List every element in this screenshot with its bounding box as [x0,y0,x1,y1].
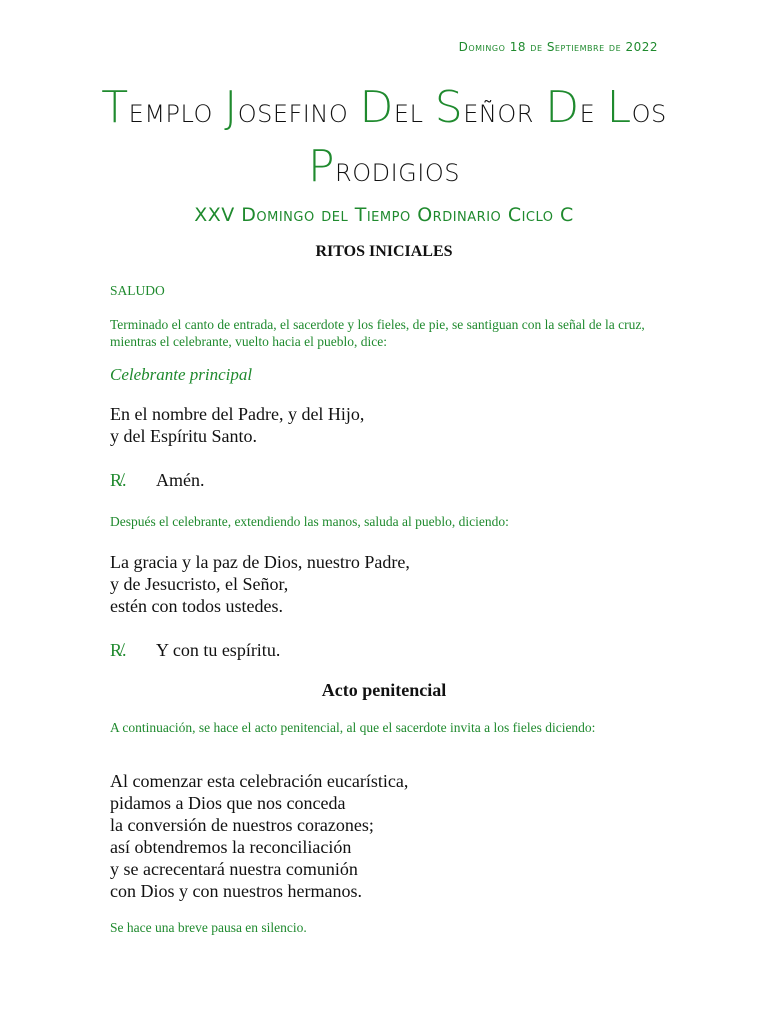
title-word: Señor [434,82,534,133]
prayer-line: la conversión de nuestros corazones; [110,815,374,835]
liturgy-subtitle: XXV Domingo del Tiempo Ordinario Ciclo C [194,204,574,226]
prayer-line: En el nombre del Padre, y del Hijo, [110,404,365,424]
response-text: Y con tu espíritu. [156,640,281,660]
response-line [110,640,280,661]
prayer-line: La gracia y la paz de Dios, nuestro Padre, [110,552,410,572]
rubric-text: Se hace una breve pausa en silencio. [110,920,307,935]
title-word: Josefino [224,82,349,133]
prayer-line: pidamos a Dios que nos conceda [110,793,346,813]
rubric-text: A continuación, se hace el acto penitencial, al que el sacerdote invita a los fieles diciendo: [110,720,596,735]
prayer-block [110,770,670,902]
role-label: Celebrante principal [110,365,253,384]
response-sign: R̸. [110,640,127,660]
response-line [110,470,205,491]
title-word: Templo [101,82,213,133]
prayer-line: con Dios y con nuestros hermanos. [110,881,362,901]
prayer-line: así obtendremos la reconciliación [110,837,352,857]
title-word: De [545,82,596,133]
title-word: Los [606,82,667,133]
church-title [60,80,708,198]
rubric-text: Terminado el canto de entrada, el sacerdote y los fieles, de pie, se santiguan con la señal de la cruz, mientras el celebrante, vuelto hacia el pueblo, dice: [110,317,645,349]
acto-penitencial-heading: Acto penitencial [321,680,447,700]
response-text: Amén. [156,470,205,490]
prayer-block [110,403,670,447]
prayer-line: y se acrecentará nuestra comunión [110,859,358,879]
rubric-text: Después el celebrante, extendiendo las manos, saluda al pueblo, diciendo: [110,514,509,529]
saludo-label: SALUDO [110,283,165,298]
prayer-line: estén con todos ustedes. [110,596,283,616]
title-word: Del [359,82,424,133]
prayer-block [110,551,670,617]
response-sign: R̸. [110,470,127,490]
date-header: Domingo 18 de Septiembre de 2022 [458,40,658,54]
prayer-line: y del Espíritu Santo. [110,426,257,446]
prayer-line: y de Jesucristo, el Señor, [110,574,289,594]
ritos-iniciales-heading: RITOS INICIALES [315,243,453,260]
prayer-line: Al comenzar esta celebración eucarística, [110,771,409,791]
title-word: Prodigios [308,141,460,192]
